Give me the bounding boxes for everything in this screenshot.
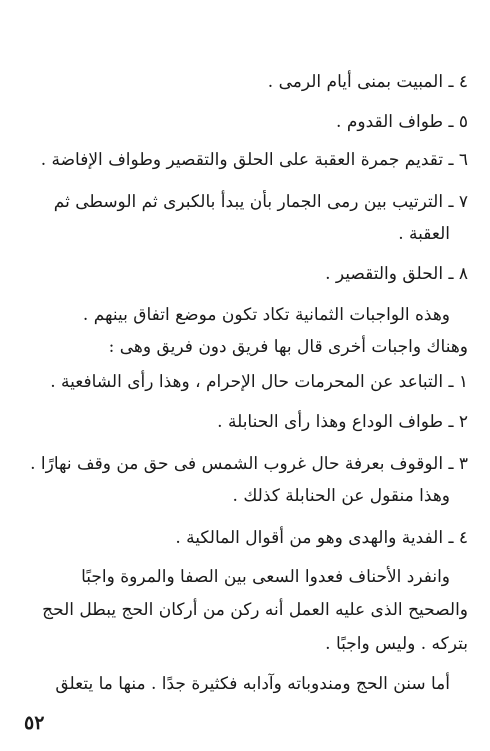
text-line-14: وانفرد الأحناف فعدوا السعى بين الصفا والمروة واجبًا: [81, 567, 450, 587]
text-line-10: ٢ ـ طواف الوداع وهذا رأى الحنابلة .: [217, 412, 468, 432]
text-line-11: ٣ ـ الوقوف بعرفة حال غروب الشمس فى حق من وقف نهارًا .: [30, 454, 468, 474]
text-line-12: وهذا منقول عن الحنابلة كذلك .: [232, 486, 450, 506]
text-line-1: ٤ ـ المبيت بمنى أيام الرمى .: [267, 72, 468, 92]
text-line-17: أما سنن الحج ومندوباته وآدابه فكثيرة جدًا . منها ما يتعلق: [55, 674, 450, 694]
text-line-9: ١ ـ التباعد عن المحرمات حال الإحرام ، وهذا رأى الشافعية .: [50, 372, 468, 392]
text-line-3: ٦ ـ تقديم جمرة العقبة على الحلق والتقصير وطواف الإفاضة .: [40, 150, 468, 170]
text-line-16: بتركه . وليس واجبًا .: [325, 634, 468, 654]
text-line-15: والصحيح الذى عليه العمل أنه ركن من أركان الحج يبطل الحج: [42, 600, 468, 620]
text-line-4: ٧ ـ الترتيب بين رمى الجمار بأن يبدأ بالكبرى ثم الوسطى ثم: [53, 192, 468, 212]
text-line-5: العقبة .: [398, 224, 450, 244]
text-line-7: وهذه الواجبات الثمانية تكاد تكون موضع اتفاق بينهم .: [82, 305, 450, 325]
page-number: ٥٢: [24, 712, 45, 734]
text-line-13: ٤ ـ الفدية والهدى وهو من أقوال المالكية .: [175, 528, 468, 548]
text-line-2: ٥ ـ طواف القدوم .: [336, 112, 468, 132]
text-line-6: ٨ ـ الحلق والتقصير .: [325, 264, 468, 284]
text-line-8: وهناك واجبات أخرى قال بها فريق دون فريق وهى :: [108, 337, 468, 357]
